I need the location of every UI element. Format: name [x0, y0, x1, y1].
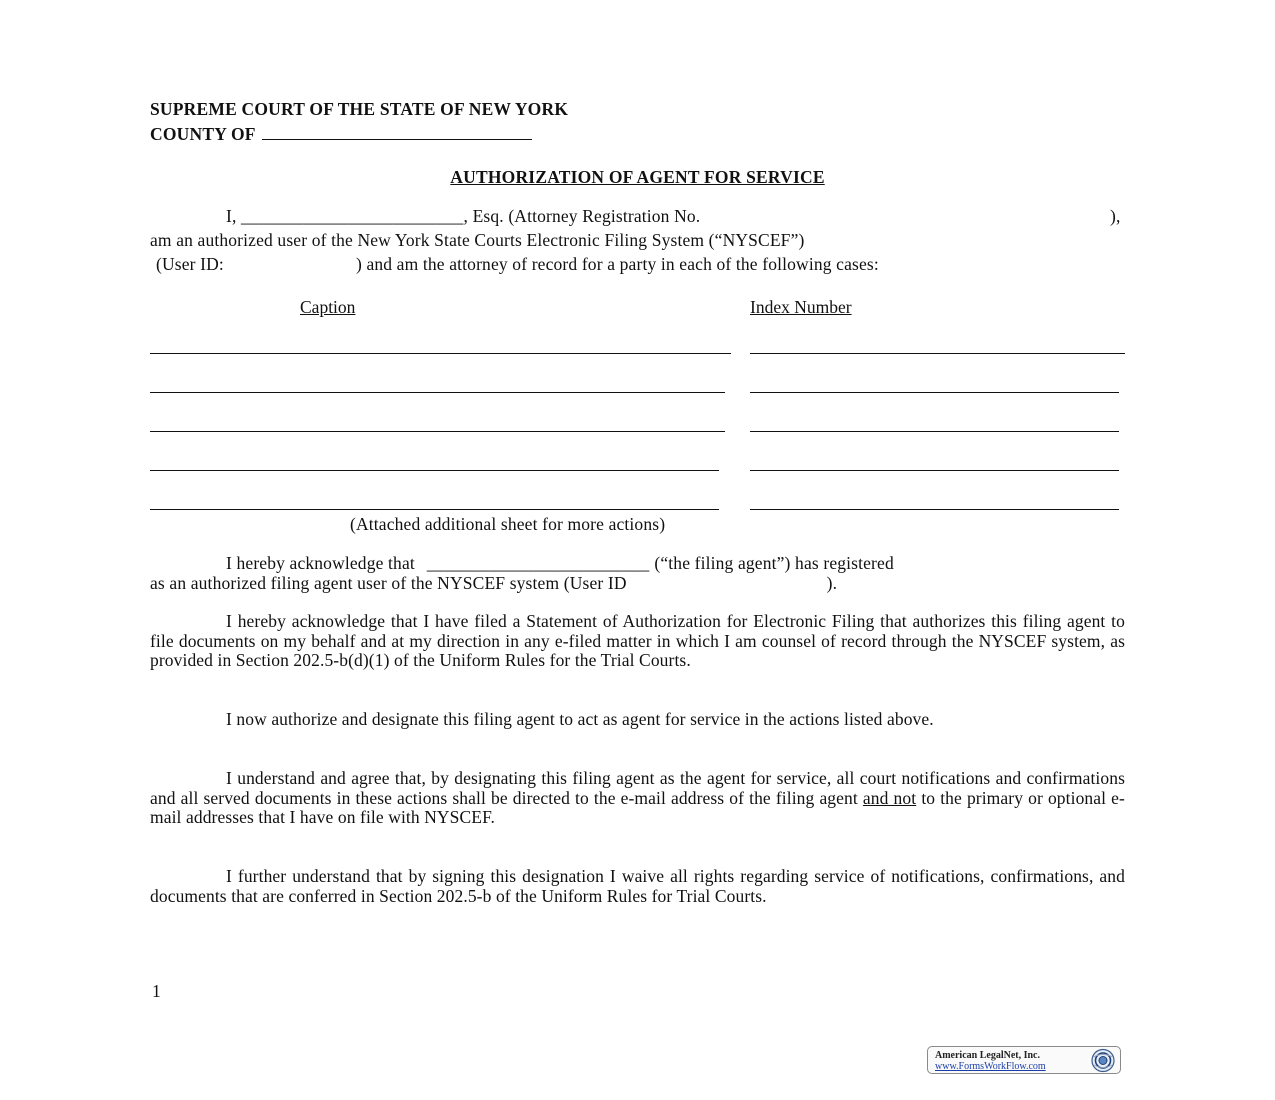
intro-line-1-end: ),: [1110, 206, 1121, 226]
ack-line-2: [150, 573, 837, 593]
caption-line-4: [150, 470, 719, 471]
index-line-3: [750, 431, 1119, 432]
page-number: 1: [152, 981, 161, 1001]
county-blank-field: [262, 125, 532, 140]
filing-agent-blank: _________________________: [426, 553, 650, 573]
ack-line-2-end: ).: [826, 573, 838, 593]
caption-heading: Caption: [300, 297, 356, 317]
intro-line-3: [156, 254, 879, 274]
index-line-1: [750, 353, 1125, 354]
intro-line-2: am an authorized user of the New York State Courts Electronic Filing System (“NYSCEF”): [150, 230, 805, 250]
statement-text: I hereby acknowledge that I have filed a Statement of Authorization for Electronic Filing that authorizes this filing agent to file documents on my behalf and at my direction in any e-filed matter in which I am counsel of record through the NYSCEF system, as provided in Section 202.5-b(d)(1) of the Uniform Rules for the Trial Courts.: [150, 611, 1125, 671]
form-title: AUTHORIZATION OF AGENT FOR SERVICE: [450, 167, 825, 187]
designate-paragraph: [150, 710, 1125, 730]
caption-line-1: [150, 353, 731, 354]
county-label: COUNTY OF: [150, 124, 256, 144]
intro-line-3-text: ) and am the attorney of record for a party in each of the following cases:: [355, 254, 879, 274]
intro-line-1-text: I, _________________________, Esq. (Attorney Registration No.: [226, 206, 701, 226]
waiver-text: I further understand that by signing this designation I waive all rights regarding service of notifications, confirmations, and documents that are conferred in Section 202.5-b of the Uniform Rules for Trial Courts.: [150, 866, 1125, 906]
caption-line-3: [150, 431, 725, 432]
caption-line-2: [150, 392, 725, 393]
statement-paragraph: [150, 612, 1125, 671]
understand-text-1: I understand and agree that, by designating this filing agent as the agent for service, all court notifications and confirmations and all served documents in these actions shall be directed to the e-mail address of the filing agent: [150, 768, 1125, 808]
index-line-4: [750, 470, 1119, 471]
publisher-name: American LegalNet, Inc.: [935, 1050, 1040, 1061]
additional-sheet-note: (Attached additional sheet for more actions): [350, 514, 666, 534]
user-id-label: (User ID:: [156, 254, 224, 274]
waiver-paragraph: [150, 867, 1125, 906]
intro-line-1: [226, 206, 700, 226]
ack-line-1-post: (“the filing agent”) has registered: [654, 553, 894, 573]
caption-line-5: [150, 509, 719, 510]
court-name: SUPREME COURT OF THE STATE OF NEW YORK: [150, 99, 569, 119]
and-not-emphasis: and not: [862, 787, 917, 808]
globe-logo-icon: [1089, 1048, 1117, 1073]
publisher-url[interactable]: www.FormsWorkFlow.com: [935, 1061, 1046, 1072]
ack-line-2-text: as an authorized filing agent user of the NYSCEF system (User ID: [150, 573, 627, 593]
county-line: [150, 124, 532, 145]
index-number-heading: Index Number: [750, 297, 852, 317]
ack-line-1-pre: I hereby acknowledge that: [226, 553, 415, 573]
index-line-2: [750, 392, 1119, 393]
designate-text: I now authorize and designate this filing agent to act as agent for service in the actions listed above.: [226, 709, 934, 729]
publisher-badge[interactable]: [927, 1046, 1121, 1074]
understand-paragraph: [150, 769, 1125, 828]
understand-text-2: to the primary or optional e-mail addresses that I have on file with NYSCEF.: [150, 787, 1125, 828]
index-line-5: [750, 509, 1119, 510]
ack-line-1: [226, 553, 894, 573]
